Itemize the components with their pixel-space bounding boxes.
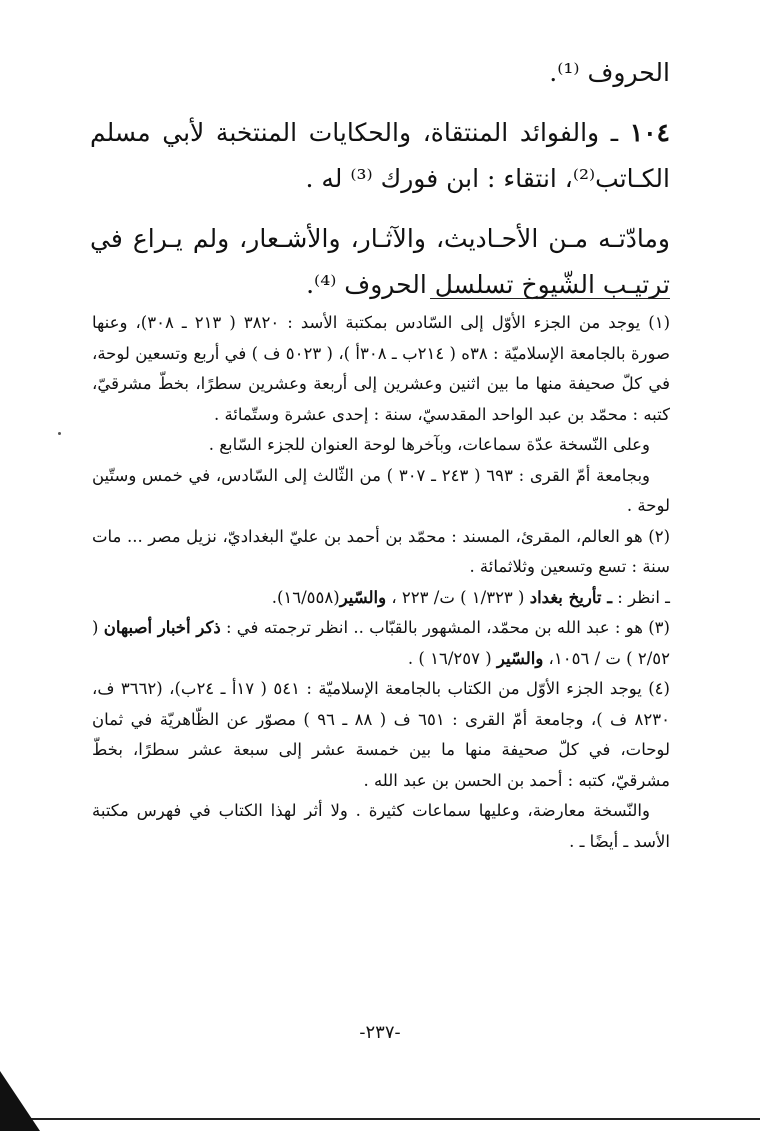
scan-speck [58, 432, 61, 435]
footnote-2-refs: ـ انظر : ـ تأريخ بغداد ( ١/٣٢٣ ) ت/ ٢٢٣ ، والسّير(١٦/٥٥٨). [271, 587, 670, 607]
footnote-2: (٢) هو العالم، المقرئ، المسند : محمّد بن أحمد بن عليّ البغداديّ، نزيل مصر ... مات سنة : تسع وتسعين وثلاثمائة . [92, 526, 670, 576]
footnote-1-sama: وعلى النّسخة عدّة سماعات، وبآخرها لوحة العنوان للجزء السّابع . [208, 435, 650, 454]
footnotes [92, 308, 670, 857]
ref-title-siyar: والسّير [339, 587, 387, 607]
entry-description: ومادّتـه مـن الأحـاديث، والآثـار، والأشـعار، ولم يـراع في ترتيـب الشّيوخ تسلسل الحروف ⁽⁴⁾. [90, 224, 670, 299]
continuation-line: الحروف ⁽¹⁾. [549, 58, 670, 87]
footnote-1: (١) يوجد من الجزء الأوّل إلى السّادس بمكتبة الأسد : ٣٨٢٠ ( ٢١٣ ـ ٣٠٨)، وعنها صورة بالجامعة الإسلاميّة : ٣٨ه ( ٢١٤ب ـ ٣٠٨أ )، ( ٥٠٢٣ ف ) في أربع وتسعين لوحة، في كلّ صحيفة منها ما بين اثنين وعشرين إلى أربعة وعشرين سطرًا، بخطّ مشرقيّ، كتبه : محمّد بن عبد الواحد المقدسيّ، سنة : إحدى عشرة وستّمائة . [92, 313, 671, 424]
scan-corner-shadow [0, 1071, 40, 1131]
footnote-separator [430, 298, 670, 299]
footnote-1-umm-al-qura: وبجامعة أمّ القرى : ٦٩٣ ( ٢٤٣ ـ ٣٠٧ ) من الثّالث إلى السّادس، في خمس وستّين لوحة . [92, 465, 670, 515]
entry-104 [90, 110, 670, 202]
footnote-3: (٣) هو : عبد الله بن محمّد، المشهور بالقبّاب .. انظر ترجمته في : ذكر أخبار أصبهان ( ٢/٥٢ ) ت / ١٠٥٦، والسّير ( ١٦/٢٥٧ ) . [92, 618, 670, 668]
main-text [90, 50, 670, 308]
scan-edge-line [30, 1118, 760, 1120]
ref-title-siyar-2: والسّير [496, 648, 544, 668]
entry-number: ١٠٤ [629, 118, 670, 147]
page-number: -٢٣٧- [359, 1022, 401, 1043]
footnote-4: (٤) يوجد الجزء الأوّل من الكتاب بالجامعة الإسلاميّة : ٥٤١ ( ١٧أ ـ ٢٤ب)، (٣٦٦٢ ف، ٨٢٣٠ ف )، وجامعة أمّ القرى : ٦٥١ ف ( ٨٨ ـ ٩٦ ) مصوّر عن الظّاهريّة في ثمان لوحات، في كلّ صحيفة منها ما بين خمسة عشر إلى سبعة عشر سطرًا، بخطّ مشرقيّ، كتبه : أحمد بن الحسن بن عبد الله . [92, 679, 670, 790]
ref-title-tarikh-baghdad: ـ تأريخ بغداد [529, 587, 613, 607]
ref-title-akhbar-isbahan: ذكر أخبار أصبهان [103, 618, 221, 637]
entry-text: ـ والفوائد المنتقاة، والحكايات المنتخبة لأبي مسلم الكـاتب⁽²⁾، انتقاء : ابن فورك ⁽³⁾ له . [90, 118, 670, 193]
footnote-4-note: والنّسخة معارضة، وعليها سماعات كثيرة . ولا أثر لهذا الكتاب في فهرس مكتبة الأسد ـ أيضًا ـ . [92, 801, 670, 851]
